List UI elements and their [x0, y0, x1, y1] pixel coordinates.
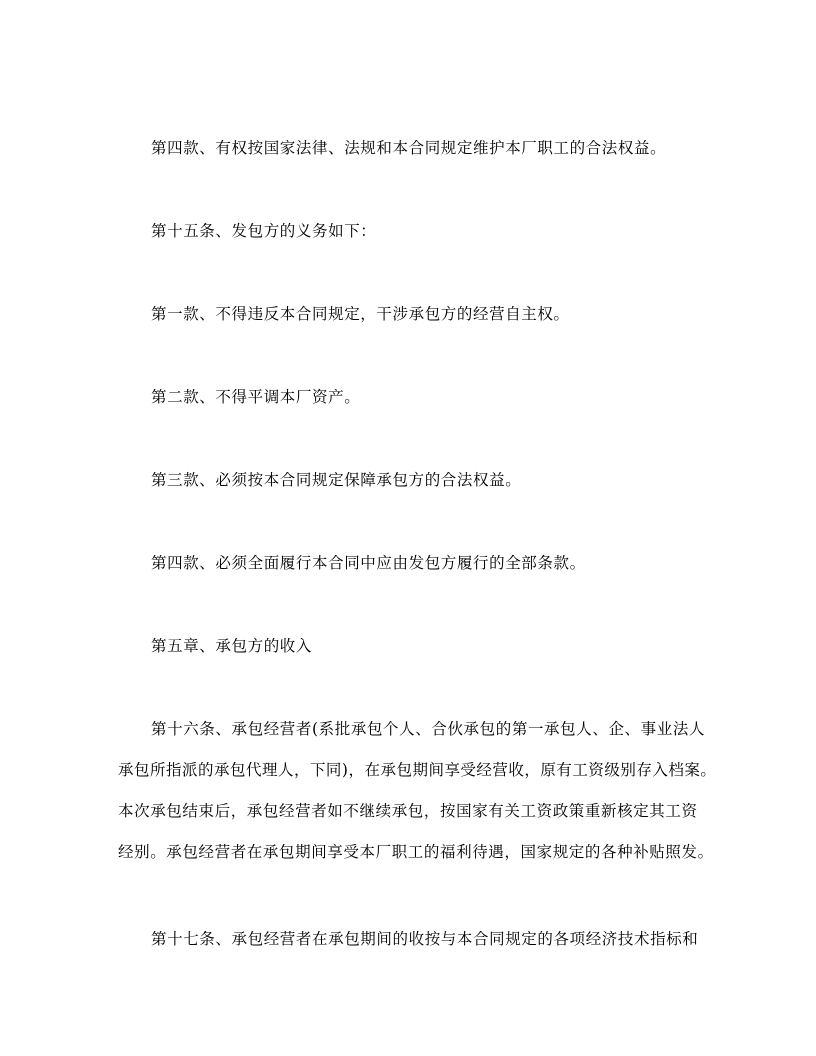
paragraph-8-line-1: 第十六条、承包经营者(系批承包个人、合伙承包的第一承包人、企、事业法人: [151, 720, 706, 738]
paragraph-3: 第一款、不得违反本合同规定，干涉承包方的经营自主权。: [151, 305, 570, 323]
paragraph-8-line-3: 本次承包结束后，承包经营者如不继续承包，按国家有关工资政策重新核定其工资: [118, 802, 698, 820]
paragraph-8-line-2: 承包所指派的承包代理人，下同)，在承包期间享受经营收，原有工资级别存入档案。: [118, 761, 717, 779]
paragraph-6: 第四款、必须全面履行本合同中应由发包方履行的全部条款。: [151, 554, 586, 572]
paragraph-4: 第二款、不得平调本厂资产。: [151, 388, 361, 406]
paragraph-1: 第四款、有权按国家法律、法规和本合同规定维护本厂职工的合法权益。: [151, 139, 667, 157]
paragraph-8-line-4: 经别。承包经营者在承包期间享受本厂职工的福利待遇，国家规定的各种补贴照发。: [118, 843, 714, 861]
paragraph-9: 第十七条、承包经营者在承包期间的收按与本合同规定的各项经济技术指标和: [151, 930, 699, 948]
chapter-heading: 第五章、承包方的收入: [151, 637, 313, 655]
paragraph-5: 第三款、必须按本合同规定保障承包方的合法权益。: [151, 471, 522, 489]
paragraph-2: 第十五条、发包方的义务如下：: [151, 222, 377, 240]
